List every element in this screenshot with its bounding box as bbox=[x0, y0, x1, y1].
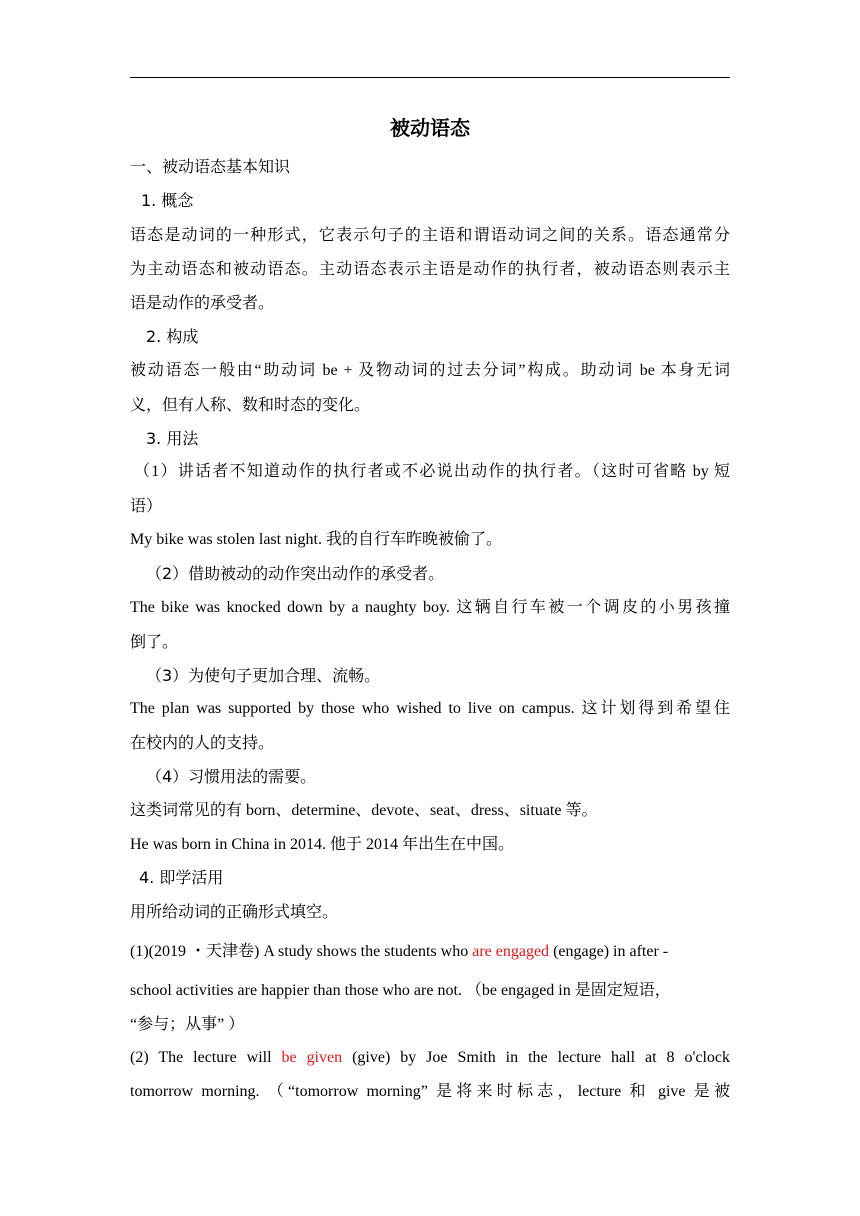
structure-heading: 2. 构成 bbox=[146, 327, 199, 346]
question-1-text-before: (1)(2019 ・天津卷) A study shows the students who bbox=[130, 943, 473, 960]
concept-line-3: 语是动作的承受者。 bbox=[130, 293, 275, 312]
structure-line-2: 义，但有人称、数和时态的变化。 bbox=[130, 395, 371, 414]
question-1-answer: are engaged bbox=[472, 943, 550, 960]
header-rule bbox=[130, 77, 730, 78]
question-2-line-1 bbox=[130, 1048, 730, 1068]
practice-heading: 4. 即学活用 bbox=[139, 868, 224, 887]
concept-line-2: 为主动语态和被动语态。主动语态表示主语是动作的执行者，被动语态则表示主 bbox=[130, 259, 730, 278]
question-1-line-3: “参与；从事” ） bbox=[130, 1016, 245, 1033]
example-2-line-2: 倒了。 bbox=[130, 632, 179, 651]
usage-item-3: （3）为使句子更加合理、流畅。 bbox=[146, 666, 381, 685]
question-2-line-2: tomorrow morning. （“tomorrow morning” 是将来时标志，lecture 和 give 是被 bbox=[130, 1083, 730, 1100]
question-2-answer: be given bbox=[281, 1049, 343, 1066]
usage-item-1-line-2: 语） bbox=[130, 496, 163, 515]
usage-item-4: （4）习惯用法的需要。 bbox=[146, 767, 317, 786]
question-2-text-after: (give) by Joe Smith in the lecture hall at 8 o'clock bbox=[342, 1049, 730, 1066]
usage-item-4-words: 这类词常见的有 born、determine、devote、seat、dress、situate 等。 bbox=[130, 802, 598, 819]
usage-item-1-line-1: （1）讲话者不知道动作的执行者或不必说出动作的执行者。（这时可省略 by 短 bbox=[134, 463, 730, 480]
question-1-text-after: (engage) in after - bbox=[549, 943, 669, 960]
question-1-line-2: school activities are happier than those who are not. （be engaged in 是固定短语， bbox=[130, 982, 671, 999]
section-heading: 一、被动语态基本知识 bbox=[130, 157, 291, 176]
page-title: 被动语态 bbox=[390, 116, 470, 140]
example-3-line-2: 在校内的人的支持。 bbox=[130, 733, 275, 752]
question-1-line-1 bbox=[130, 942, 730, 962]
example-3-line-1: The plan was supported by those who wished to live on campus. 这计划得到希望住 bbox=[130, 700, 730, 717]
concept-heading: 1. 概念 bbox=[141, 191, 194, 210]
concept-line-1: 语态是动词的一种形式，它表示句子的主语和谓语动词之间的关系。语态通常分 bbox=[130, 225, 730, 244]
example-2-line-1: The bike was knocked down by a naughty boy. 这辆自行车被一个调皮的小男孩撞 bbox=[130, 599, 730, 616]
usage-item-2: （2）借助被动的动作突出动作的承受者。 bbox=[146, 564, 445, 583]
structure-line-1: 被动语态一般由“助动词 be + 及物动词的过去分词”构成。助动词 be 本身无词 bbox=[130, 362, 730, 379]
question-2-text-before: (2) The lecture will bbox=[130, 1049, 282, 1066]
usage-heading: 3. 用法 bbox=[146, 429, 199, 448]
practice-instruction: 用所给动词的正确形式填空。 bbox=[130, 902, 339, 921]
example-1: My bike was stolen last night. 我的自行车昨晚被偷了。 bbox=[130, 531, 502, 548]
example-4: He was born in China in 2014. 他于 2014 年出生在中国。 bbox=[130, 836, 514, 853]
